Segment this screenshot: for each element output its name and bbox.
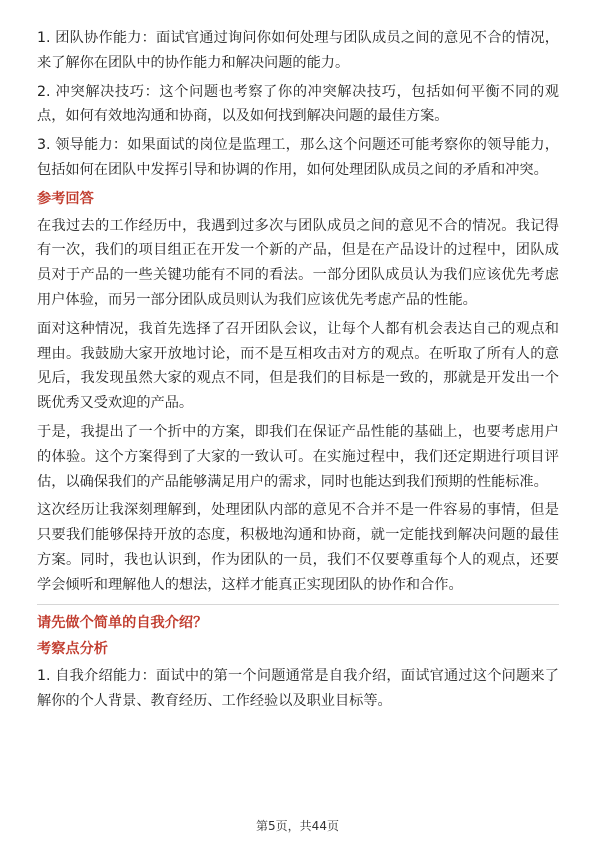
page-number: 第5页，共44页 (256, 819, 339, 833)
intro-point: 3. 领导能力：如果面试的岗位是监理工，那么这个问题还可能考察你的领导能力，包括如何在团队中发挥引导和协调的作用，如何处理团队成员之间的矛盾和冲突。 (37, 137, 559, 178)
next-question-title: 请先做个简单的自我介绍？ (37, 614, 208, 631)
intro-point: 2. 冲突解决技巧：这个问题也考察了你的冲突解决技巧，包括如何平衡不同的观点，如何有效地沟通和协商，以及如何找到解决问题的最佳方案。 (37, 83, 559, 125)
intro-points (37, 26, 559, 183)
analysis-points (37, 664, 559, 714)
answer-paragraph: 面对这种情况，我首先选择了召开团队会议，让每个人都有机会表达自己的观点和理由。我鼓励大家开放地讨论，而不是互相攻击对方的观点。在听取了所有人的意见后，我发现虽然大家的观点不同，但是我们的目标是一致的，那就是开发出一个既优秀又受欢迎的产品。 (37, 320, 559, 412)
section-divider (37, 604, 559, 605)
page-content (37, 26, 559, 718)
intro-point: 1. 团队协作能力：面试官通过询问你如何处理与团队成员之间的意见不合的情况，来了解你在团队中的协作能力和解决问题的能力。 (37, 30, 559, 71)
answer-heading: 参考回答 (37, 190, 94, 207)
answer-paragraph: 于是，我提出了一个折中的方案，即我们在保证产品性能的基础上，也要考虑用户的体验。这个方案得到了大家的一致认可。在实施过程中，我们还定期进行项目评估，以确保我们的产品能够满足用户的需求，同时也能达到我们预期的性能标准。 (37, 423, 559, 490)
answer-paragraph: 在我过去的工作经历中，我遇到过多次与团队成员之间的意见不合的情况。我记得有一次，我们的项目组正在开发一个新的产品，但是在产品设计的过程中，团队成员对于产品的一些关键功能有不同的看法。一部分团队成员认为我们应该优先考虑用户体验，而另一部分团队成员则认为我们应该优先考虑产品的性能。 (37, 217, 559, 308)
answer-body (37, 214, 559, 598)
answer-paragraph: 这次经历让我深刻理解到，处理团队内部的意见不合并不是一件容易的事情，但是只要我们能够保持开放的态度，积极地沟通和协商，就一定能找到解决问题的最佳方案。同时，我也认识到，作为团队的一员，我们不仅要尊重每个人的观点，还要学会倾听和理解他人的想法，这样才能真正实现团队的协作和合作。 (37, 502, 559, 593)
analysis-heading: 考察点分析 (37, 641, 108, 658)
analysis-point: 1. 自我介绍能力：面试中的第一个问题通常是自我介绍，面试官通过这个问题来了解你的个人背景、教育经历、工作经验以及职业目标等。 (37, 668, 559, 709)
